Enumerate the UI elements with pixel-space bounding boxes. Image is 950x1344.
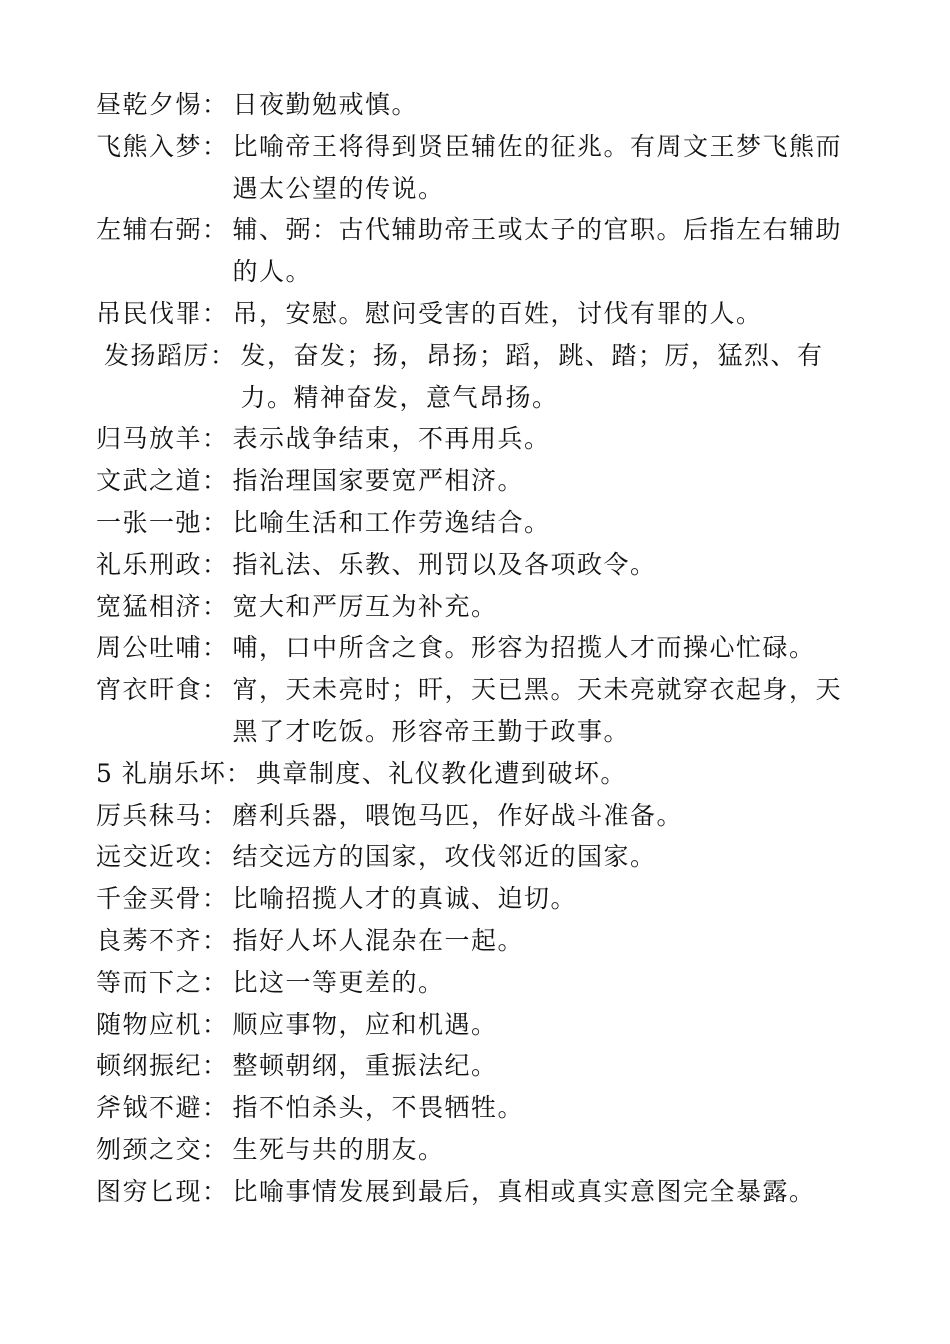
idiom-list xyxy=(96,84,866,1213)
list-item xyxy=(96,753,866,795)
idiom-definition: 发，奋发；扬，昂扬；蹈，跳、踏；厉，猛烈、有力。精神奋发，意气昂扬。 xyxy=(240,340,824,412)
idiom-term: 良莠不齐： xyxy=(96,925,229,955)
list-item xyxy=(96,878,866,920)
list-item xyxy=(96,84,866,126)
idiom-definition: 哺，口中所含之食。形容为招揽人才而操心忙碌。 xyxy=(232,633,816,663)
idiom-term: 千金买骨： xyxy=(96,884,229,914)
idiom-term: 斧钺不避： xyxy=(96,1093,229,1123)
idiom-term: 厉兵秣马： xyxy=(96,800,229,830)
list-item xyxy=(96,627,866,669)
list-item xyxy=(96,669,866,753)
idiom-term: 5 礼崩乐坏： xyxy=(96,758,252,788)
list-item xyxy=(96,1129,866,1171)
idiom-definition: 宽大和严厉互为补充。 xyxy=(232,591,498,621)
idiom-term: 文武之道： xyxy=(96,466,229,496)
idiom-definition: 吊，安慰。慰问受害的百姓，讨伐有罪的人。 xyxy=(232,298,763,328)
idiom-definition: 指治理国家要宽严相济。 xyxy=(232,466,525,496)
idiom-term: 远交近攻： xyxy=(96,842,229,872)
idiom-definition: 比喻招揽人才的真诚、迫切。 xyxy=(232,884,578,914)
list-item xyxy=(96,293,866,335)
list-item xyxy=(96,586,866,628)
idiom-definition: 日夜勤勉戒慎。 xyxy=(232,90,419,119)
idiom-term: 随物应机： xyxy=(96,1009,229,1039)
idiom-definition: 典章制度、礼仪教化遭到破坏。 xyxy=(255,758,627,788)
idiom-definition: 比喻事情发展到最后，真相或真实意图完全暴露。 xyxy=(232,1176,816,1206)
idiom-definition: 比喻生活和工作劳逸结合。 xyxy=(232,507,551,537)
idiom-definition: 顺应事物，应和机遇。 xyxy=(232,1009,498,1039)
idiom-term: 礼乐刑政： xyxy=(96,549,229,579)
idiom-definition: 生死与共的朋友。 xyxy=(232,1134,445,1164)
list-item xyxy=(96,795,866,837)
idiom-definition: 表示战争结束，不再用兵。 xyxy=(232,424,551,454)
list-item xyxy=(96,418,866,460)
list-item xyxy=(96,544,866,586)
idiom-term: 周公吐哺： xyxy=(96,633,229,663)
idiom-term: 宽猛相济： xyxy=(96,591,229,621)
idiom-term: 左辅右弼： xyxy=(96,215,229,245)
idiom-term: 宵衣旰食： xyxy=(96,675,229,705)
list-item xyxy=(96,1045,866,1087)
idiom-term: 顿纲振纪： xyxy=(96,1051,229,1081)
idiom-definition: 宵，天未亮时；旰，天已黑。天未亮就穿衣起身，天黑了才吃饭。形容帝王勤于政事。 xyxy=(232,675,843,746)
list-item xyxy=(96,126,866,210)
idiom-term: 吊民伐罪： xyxy=(96,298,229,328)
list-item xyxy=(96,920,866,962)
idiom-term: 飞熊入梦： xyxy=(96,131,229,161)
list-item xyxy=(96,460,866,502)
list-item xyxy=(96,836,866,878)
idiom-definition: 指好人坏人混杂在一起。 xyxy=(232,925,525,955)
idiom-term: 一张一弛： xyxy=(96,507,229,537)
idiom-term: 昼乾夕惕： xyxy=(96,90,229,119)
idiom-definition: 磨利兵器，喂饱马匹，作好战斗准备。 xyxy=(232,800,684,830)
idiom-term: 归马放羊： xyxy=(96,424,229,454)
list-item xyxy=(96,335,866,419)
idiom-definition: 整顿朝纲，重振法纪。 xyxy=(232,1051,498,1081)
idiom-definition: 指不怕杀头，不畏牺牲。 xyxy=(232,1093,525,1123)
list-item xyxy=(96,502,866,544)
list-item xyxy=(96,1004,866,1046)
idiom-definition: 结交远方的国家，攻伐邻近的国家。 xyxy=(232,842,657,872)
list-item xyxy=(96,209,866,293)
list-item xyxy=(96,1087,866,1129)
idiom-definition: 比这一等更差的。 xyxy=(232,967,445,997)
idiom-definition: 指礼法、乐教、刑罚以及各项政令。 xyxy=(232,549,657,579)
idiom-term: 等而下之： xyxy=(96,967,229,997)
list-item xyxy=(96,1171,866,1213)
idiom-term: 图穷匕现： xyxy=(96,1176,229,1206)
idiom-term: 刎颈之交： xyxy=(96,1134,229,1164)
idiom-term: 发扬蹈厉： xyxy=(104,340,237,370)
idiom-definition: 比喻帝王将得到贤臣辅佐的征兆。有周文王梦飞熊而遇太公望的传说。 xyxy=(232,131,843,203)
list-item xyxy=(96,962,866,1004)
idiom-definition: 辅、弼：古代辅助帝王或太子的官职。后指左右辅助的人。 xyxy=(232,215,843,287)
